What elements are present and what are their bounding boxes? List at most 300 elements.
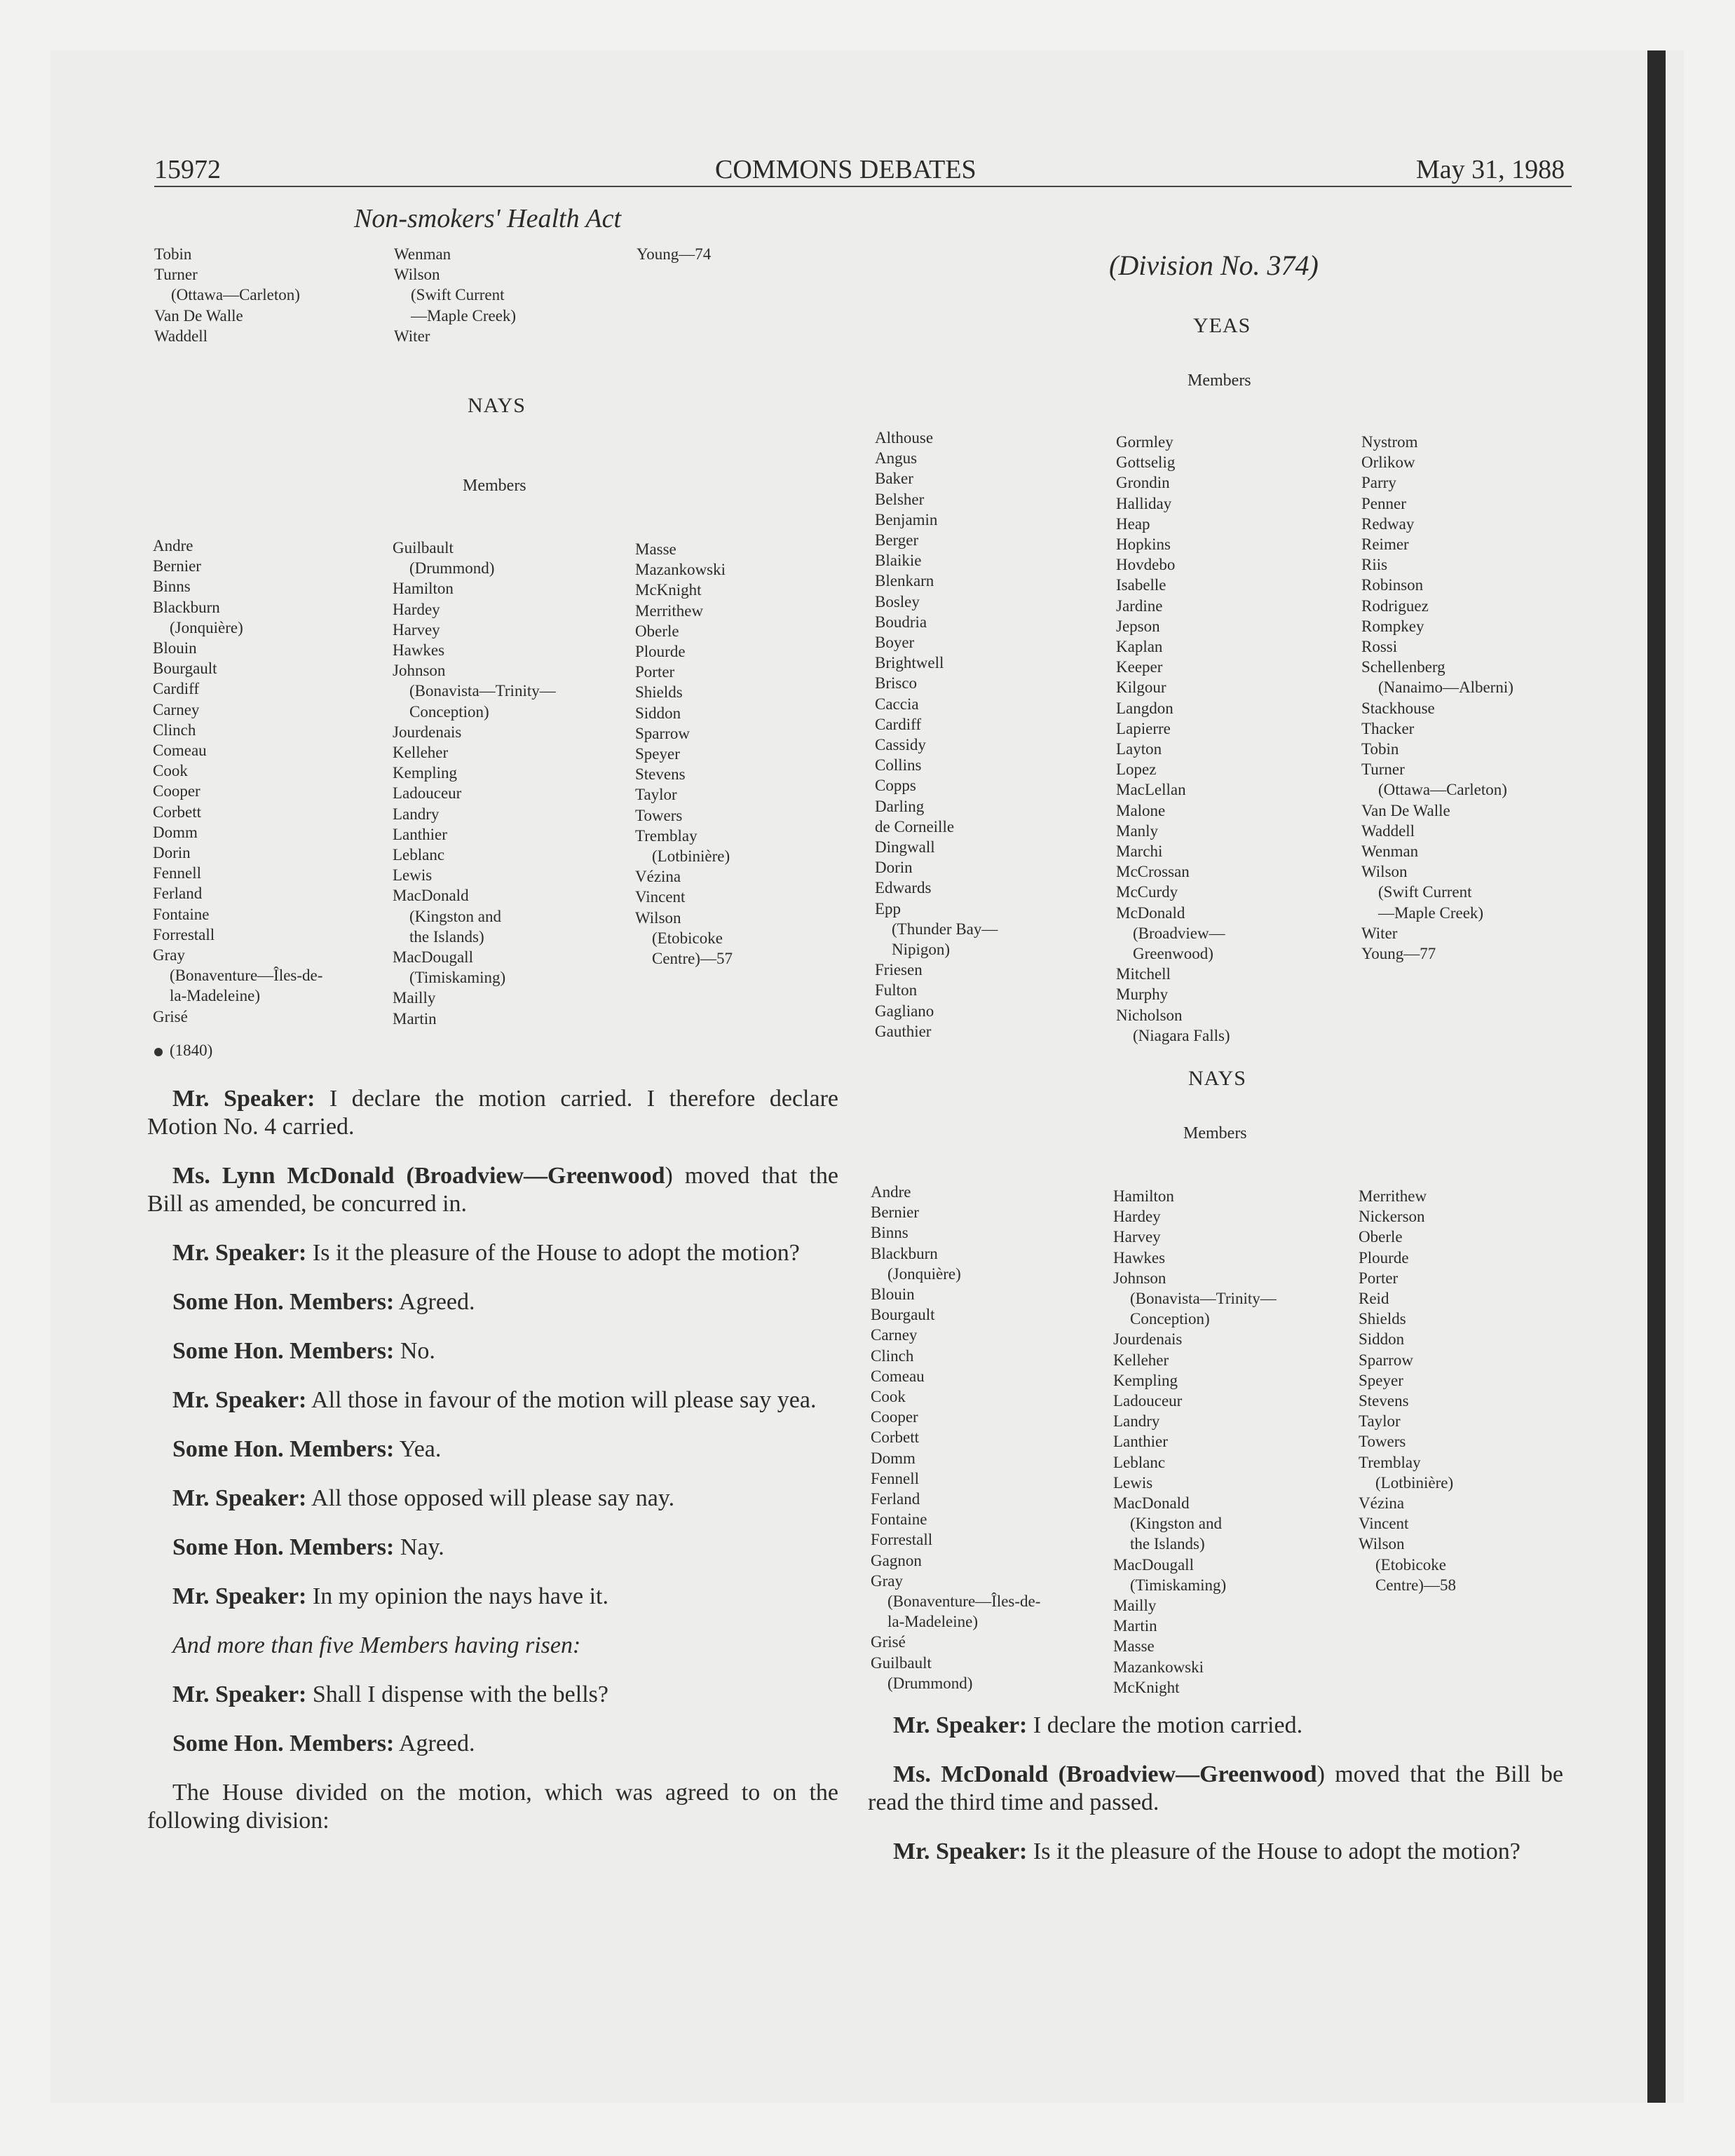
speech-text: Nay. [394,1534,444,1560]
member-name: —Maple Creek) [1378,903,1484,922]
member-name: Gauthier [875,1022,932,1040]
member-name: Van De Walle [154,306,243,325]
speaker-name: Mr. Speaker: [172,1485,307,1511]
member-name: Harvey [1113,1228,1161,1246]
member-name: Cardiff [875,715,922,733]
narrative-text: The House divided on the motion, which was agreed to on the following division: [147,1780,838,1834]
member-name: Brisco [875,674,918,692]
member-name: Gagliano [875,1002,934,1020]
member-name: Boudria [875,613,927,631]
member-name: Nicholson [1116,1006,1183,1024]
speaker-name: Ms. Lynn McDonald ( [172,1163,414,1189]
speech-text: Agreed. [394,1289,475,1315]
member-name: MacDonald [1113,1494,1190,1513]
member-name: Johnson [1113,1269,1166,1287]
member-name: Fontaine [153,905,210,923]
member-name: Forrestall [153,925,215,943]
member-name: Blaikie [875,552,922,570]
member-name: MacDougall [393,948,473,967]
member-name: Bernier [153,557,201,575]
member-name: Comeau [871,1367,925,1385]
division-title: (Division No. 374) [1109,250,1319,281]
member-name: (Swift Current [1378,883,1472,901]
member-name: Greenwood) [1133,945,1213,963]
member-name: Benjamin [875,510,938,528]
speech-text: I declare the motion carried. [1027,1712,1303,1738]
member-name: Redway [1361,514,1415,533]
member-name: Carney [871,1326,918,1344]
members-label-right: Members [1183,1124,1247,1142]
member-name: the Islands) [409,927,484,946]
proceeding-paragraph [147,1485,838,1513]
running-title: Non-smokers' Health Act [354,204,622,233]
member-name: Young—77 [1361,945,1436,963]
page-date: May 31, 1988 [1416,155,1565,184]
member-name: Langdon [1116,699,1173,717]
member-name: Wenman [1361,842,1419,861]
member-name: Masse [1113,1637,1155,1656]
member-name: Waddell [154,327,208,345]
member-name: McCrossan [1116,863,1190,881]
member-name: de Corneille [875,817,955,835]
member-name: Cook [871,1388,906,1406]
member-name: (Bonaventure—Îles-de- [887,1592,1041,1611]
member-name: Ferland [153,885,203,903]
members-label-left: Members [463,477,526,495]
proceeding-paragraph [147,1779,838,1835]
member-name: Orlikow [1361,453,1415,472]
member-name: Copps [875,777,916,795]
member-name: Carney [153,700,200,718]
speech-text: Shall I dispense with the bells? [306,1681,608,1707]
member-name: Baker [875,470,913,488]
member-name: (Thunder Bay— [892,920,998,938]
yeas-tail-col1 [154,244,300,346]
member-name: McCurdy [1116,883,1178,901]
member-name: Vincent [1359,1515,1409,1533]
member-name: Centre)—57 [652,950,733,968]
member-name: Tremblay [1359,1453,1421,1471]
speaker-name: Some Hon. Members: [172,1338,395,1364]
member-name: Fulton [875,981,918,999]
member-name: Reimer [1361,535,1409,554]
member-name: (Swift Current [411,286,505,304]
member-name: Porter [1359,1269,1399,1287]
speaker-name: Mr. Speaker: [172,1681,307,1707]
speech-text: Is it the pleasure of the House to adopt the motion? [1027,1838,1520,1864]
member-name: (Jonquière) [887,1264,961,1283]
member-name: Kelleher [1113,1351,1169,1369]
member-name: Lopez [1116,760,1157,779]
nays-left-col1 [153,535,322,1027]
speaker-name: Mr. Speaker: [172,1387,307,1413]
member-name: Grisé [871,1633,906,1651]
member-name: McKnight [635,581,702,599]
member-name: Edwards [875,879,932,897]
member-name: Marchi [1116,842,1163,861]
member-name: Siddon [635,704,681,722]
member-name: Halliday [1116,494,1172,512]
member-name: Jourdenais [393,723,462,741]
bullet-icon [154,1048,163,1056]
yeas-tail-col3 [637,244,711,264]
member-name: la-Madeleine) [887,1613,978,1631]
member-name: Friesen [875,961,923,979]
member-name: Grondin [1116,474,1170,492]
proceeding-paragraph [147,1632,838,1660]
member-name: Boyer [875,634,915,652]
member-name: Vincent [635,888,686,906]
member-name: Johnson [393,662,446,680]
speech-text: Yea. [394,1436,442,1462]
member-name: Binns [153,578,191,596]
member-name: Plourde [635,643,686,661]
member-name: Towers [635,806,683,824]
member-name: Hopkins [1116,535,1171,554]
binding-edge [1647,50,1666,2103]
member-name: Martin [1113,1617,1157,1635]
member-name: Gottselig [1116,453,1176,472]
member-name: Witer [1361,924,1398,942]
member-name: (Kingston and [1130,1515,1222,1533]
member-name: Cooper [871,1408,918,1426]
member-name: Turner [154,266,198,284]
member-name: Stevens [1359,1392,1409,1410]
member-name: Rompkey [1361,617,1424,635]
member-name: Turner [1361,760,1405,779]
member-name: Harvey [393,620,440,639]
member-name: Binns [871,1224,909,1242]
member-name: Lewis [1113,1473,1153,1492]
member-name: Andre [871,1183,911,1201]
member-name: (Bonavista—Trinity— [409,682,556,700]
member-name: (Timiskaming) [409,969,506,987]
member-name: Murphy [1116,985,1169,1004]
member-name: Gray [153,946,185,964]
member-name: Ladouceur [393,784,462,803]
member-name: Isabelle [1116,576,1166,594]
member-name: Nickerson [1359,1208,1425,1226]
page-number: 15972 [154,155,221,184]
member-name: Clinch [871,1346,914,1365]
member-name: Dorin [153,844,191,862]
member-name: Centre)—58 [1375,1576,1456,1594]
member-name: Sparrow [635,724,690,742]
nays-left-col3 [635,539,733,969]
yeas-col1 [875,428,998,1042]
member-name: Domm [871,1449,916,1467]
member-name: Landry [1113,1412,1160,1431]
member-name: Malone [1116,801,1166,819]
member-name: Mailly [1113,1597,1157,1615]
member-name: the Islands) [1130,1535,1205,1553]
member-name: Layton [1116,740,1162,758]
member-name: Gormley [1116,433,1173,451]
member-name: Hardey [393,600,440,618]
speaker-name: Some Hon. Members: [172,1436,395,1462]
member-name: Gray [871,1571,903,1590]
speaker-name: Some Hon. Members: [172,1289,395,1315]
member-name: Heap [1116,514,1150,533]
member-name: Comeau [153,742,207,760]
nays-heading-left: NAYS [468,394,526,417]
yeas-heading: YEAS [1193,314,1251,337]
member-name: Lanthier [1113,1433,1168,1451]
member-name: Kempling [393,764,457,782]
member-name: MacLellan [1116,781,1186,799]
proceeding-paragraph [147,1337,838,1365]
member-name: (Etobicoke [1375,1555,1446,1574]
member-name: Rossi [1361,638,1398,656]
member-name: Vézina [1359,1494,1405,1513]
constituency: Broadview—Greenwood [414,1163,665,1189]
member-name: Landry [393,805,440,823]
speech-text: ) moved that the Bill be read the third time and passed. [868,1761,1563,1815]
speech-text: Is it the pleasure of the House to adopt the motion? [306,1240,800,1266]
proceeding-paragraph [147,1162,838,1218]
nays-heading-right: NAYS [1188,1067,1246,1090]
members-label-yeas: Members [1188,371,1251,390]
speech-text: All those in favour of the motion will please say yea. [306,1387,817,1413]
member-name: Vézina [635,868,681,886]
member-name: Mailly [393,989,436,1007]
speaker-name: Mr. Speaker: [172,1240,307,1266]
proceeding-paragraph [868,1761,1563,1817]
proceeding-paragraph [147,1288,838,1316]
member-name: Bourgault [871,1306,935,1324]
member-name: Lewis [393,866,433,885]
proceeding-paragraph [147,1386,838,1414]
speaker-name: Some Hon. Members: [172,1534,395,1560]
speech-text: In my opinion the nays have it. [306,1583,608,1609]
member-name: Taylor [635,786,677,804]
member-name: Cassidy [875,736,926,754]
member-name: Fennell [153,864,201,882]
publication-title: COMMONS DEBATES [715,155,977,184]
member-name: Parry [1361,474,1396,492]
member-name: Lapierre [1116,719,1171,737]
member-name: Lanthier [393,825,447,843]
member-name: Gagnon [871,1551,922,1569]
time-marker-text: (1840) [170,1042,213,1059]
member-name: Witer [394,327,430,345]
member-name: Merrithew [635,601,704,620]
member-name: (Broadview— [1133,924,1225,942]
member-name: Corbett [153,803,201,821]
member-name: MacDougall [1113,1555,1194,1574]
member-name: Merrithew [1359,1187,1427,1205]
member-name: (Lotbinière) [1375,1473,1454,1492]
member-name: la-Madeleine) [170,987,260,1005]
member-name: Porter [635,663,675,681]
member-name: Hawkes [1113,1248,1166,1267]
member-name: Leblanc [1113,1453,1166,1471]
member-name: Masse [635,540,676,558]
member-name: Dingwall [875,838,935,857]
member-name: Cook [153,762,188,780]
member-name: Wilson [1361,863,1408,881]
member-name: Plourde [1359,1248,1409,1267]
member-name: Wenman [394,245,451,263]
member-name: Brightwell [875,654,944,672]
proceeding-paragraph [147,1681,838,1709]
member-name: Hamilton [393,580,454,598]
member-name: Kaplan [1116,638,1163,656]
member-name: Tremblay [635,826,698,845]
member-name: —Maple Creek) [411,306,517,325]
speaker-name: Mr. Speaker: [893,1712,1028,1738]
proceeding-paragraph [147,1239,838,1267]
member-name: Kilgour [1116,678,1166,697]
member-name: (Lotbinière) [652,847,730,866]
speech-text: Agreed. [394,1731,475,1756]
member-name: Shields [1359,1310,1406,1328]
yeas-tail-col2 [394,244,516,346]
member-name: Clinch [153,721,196,739]
nays-right-col1 [871,1182,1040,1693]
header-rule [154,186,1572,187]
constituency: Broadview—Greenwood [1066,1761,1317,1787]
member-name: Darling [875,797,925,815]
proceeding-paragraph [147,1534,838,1562]
member-name: Young—74 [637,245,712,263]
member-name: Hawkes [393,641,445,660]
member-name: (Drummond) [887,1674,973,1692]
member-name: Kempling [1113,1371,1178,1389]
yeas-col3 [1361,432,1513,964]
proceeding-paragraph [147,1085,838,1141]
member-name: Rodriguez [1361,596,1429,615]
member-name: Collins [875,756,922,775]
member-name: Hardey [1113,1208,1161,1226]
member-name: McKnight [1113,1678,1180,1696]
member-name: Forrestall [871,1531,933,1549]
member-name: Corbett [871,1428,919,1447]
member-name: Wilson [635,908,681,927]
member-name: Shields [635,683,683,702]
member-name: (Etobicoke [652,929,723,947]
speech-text: No. [394,1338,435,1364]
member-name: Ferland [871,1490,920,1508]
member-name: Waddell [1361,821,1415,840]
member-name: Nipigon) [892,941,951,959]
speech-text: All those opposed will please say nay. [306,1485,675,1511]
member-name: Blackburn [153,598,220,616]
nays-right-col3 [1359,1186,1456,1595]
member-name: Bosley [875,592,920,610]
member-name: (Niagara Falls) [1133,1026,1230,1044]
member-name: Nystrom [1361,433,1418,451]
member-name: Bernier [871,1203,919,1222]
member-name: (Timiskaming) [1130,1576,1227,1594]
member-name: Hamilton [1113,1187,1174,1205]
member-name: (Kingston and [409,907,501,925]
member-name: Robinson [1361,576,1424,594]
proceeding-paragraph [147,1435,838,1464]
member-name: Mitchell [1116,965,1171,983]
member-name: Grisé [153,1007,188,1025]
member-name: Angus [875,449,918,468]
member-name: Reid [1359,1290,1389,1308]
proceeding-paragraph [147,1730,838,1758]
stage-direction: And more than five Members having risen: [172,1632,581,1658]
member-name: Domm [153,823,198,841]
member-name: Dorin [875,859,913,877]
member-name: Van De Walle [1361,801,1450,819]
speech-text: I declare the motion carried. I therefore declare Motion No. 4 carried. [147,1086,838,1140]
member-name: Speyer [1359,1371,1403,1389]
member-name: Wilson [1359,1535,1405,1553]
member-name: Keeper [1116,658,1163,676]
member-name: Tobin [154,245,192,263]
member-name: Mazankowski [1113,1658,1204,1676]
member-name: Penner [1361,494,1406,512]
member-name: Manly [1116,821,1159,840]
proceeding-paragraph [868,1838,1563,1866]
member-name: Conception) [409,702,489,721]
member-name: Blenkarn [875,572,934,590]
member-name: Thacker [1361,719,1415,737]
member-name: Guilbault [871,1653,932,1672]
member-name: Ladouceur [1113,1392,1183,1410]
member-name: Althouse [875,429,934,446]
nays-right-col2 [1113,1186,1277,1698]
member-name: (Ottawa—Carleton) [1378,781,1507,799]
member-name: (Jonquière) [170,618,243,636]
speaker-name: Some Hon. Members: [172,1731,395,1756]
time-marker [154,1042,212,1060]
member-name: Hovdebo [1116,556,1176,574]
member-name: McDonald [1116,903,1185,922]
speaker-name: Mr. Speaker: [172,1583,307,1609]
member-name: Conception) [1130,1310,1210,1328]
member-name: Jardine [1116,596,1163,615]
member-name: Epp [875,899,901,917]
member-name: Leblanc [393,846,445,864]
member-name: Belsher [875,490,925,508]
member-name: Stackhouse [1361,699,1435,717]
member-name: Cardiff [153,680,200,698]
member-name: Fontaine [871,1510,927,1529]
member-name: Speyer [635,745,680,763]
member-name: Jepson [1116,617,1160,635]
speaker-name: Ms. McDonald ( [893,1761,1066,1787]
member-name: Oberle [635,622,679,640]
member-name: Sparrow [1359,1351,1413,1369]
member-name: (Bonavista—Trinity— [1130,1290,1277,1308]
speech-text: ) moved that the Bill as amended, be concurred in. [147,1163,838,1217]
member-name: Andre [153,537,193,554]
speaker-name: Mr. Speaker: [172,1086,315,1112]
proceeding-paragraph [868,1712,1563,1740]
yeas-col2 [1116,432,1230,1046]
member-name: Cooper [153,782,200,800]
member-name: Stevens [635,765,686,784]
member-name: Berger [875,531,919,550]
member-name: Guilbault [393,539,454,557]
member-name: Blouin [153,639,197,657]
member-name: (Ottawa—Carleton) [171,286,300,304]
member-name: Kelleher [393,744,449,762]
member-name: Oberle [1359,1228,1403,1246]
member-name: Blackburn [871,1244,938,1262]
member-name: Wilson [394,266,440,284]
member-name: Schellenberg [1361,658,1445,676]
member-name: Jourdenais [1113,1330,1183,1349]
member-name: Mazankowski [635,561,726,579]
member-name: Fennell [871,1469,919,1487]
member-name: Martin [393,1009,437,1028]
